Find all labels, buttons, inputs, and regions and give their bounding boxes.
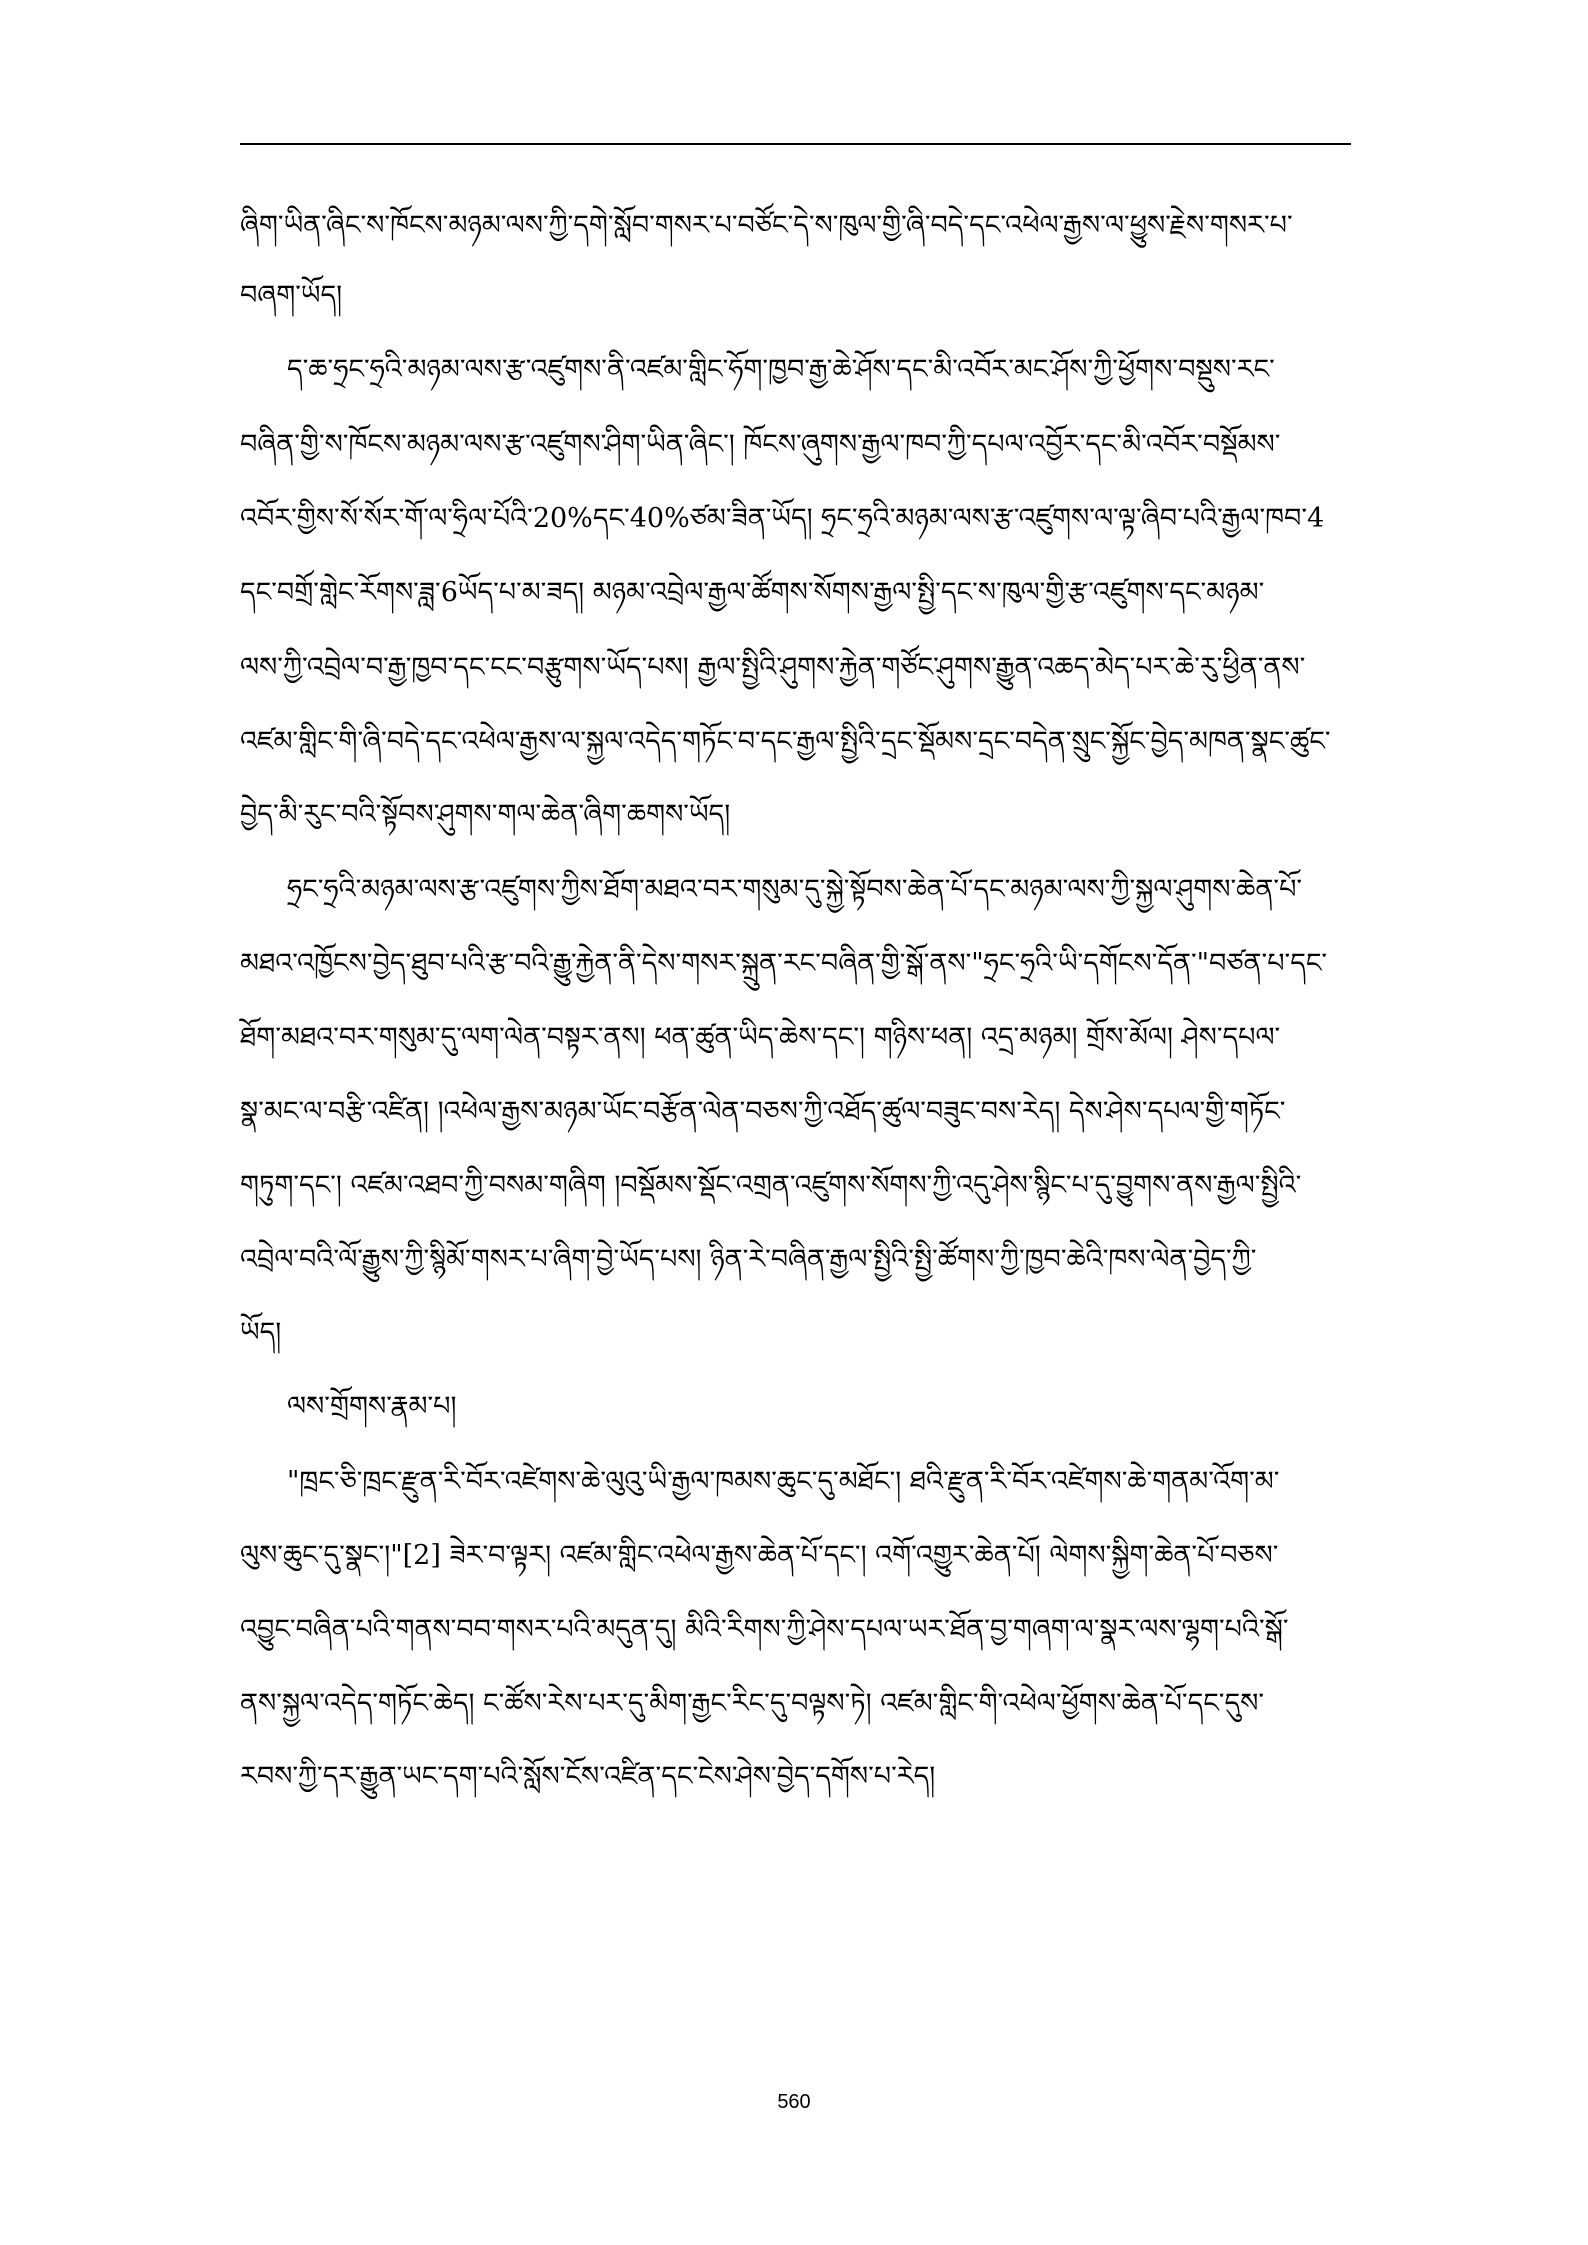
paragraph-3-line-3: ཐོག་མཐའ་བར་གསུམ་དུ་ལག་ལེན་བསྟར་ནས། ཕན་ཚུན་ཡིད་ཆེས་དང་། གཉིས་ཕན། འདྲ་མཉམ། གྲོས་མོལ། ཤེས་དཔལ་ [240,1022,1281,1053]
paragraph-3-line-7: ཡོད། [240,1317,282,1348]
paragraph-2-line-6: འཛམ་གླིང་གི་ཞི་བདེ་དང་འཕེལ་རྒྱས་ལ་སྐྱལ་འདེད་གཏོང་བ་དང་རྒྱལ་སྤྱིའི་དྲང་སྡོམས་དྲང་བདེན་སྲུང་སྐྱོང་བྱེད་མཁན་སྣང་ཚུང་ [240,726,1331,757]
paragraph-3-line-4: སྣ་མང་ལ་བརྩི་འཛིན། །འཕེལ་རྒྱས་མཉམ་ཡོང་བརྩོན་ལེན་བཅས་ཀྱི་འཐོད་ཚུལ་བཟུང་བས་རེད། དེས་ཤེས་དཔལ་གྱི་གཏོང་ [240,1096,1286,1127]
paragraph-5-line-2: ལུས་ཆུང་དུ་སྣང་།"[2] ཟེར་བ་ལྟར། འཛམ་གླིང་འཕེལ་རྒྱས་ཆེན་པོ་དང་། འགོ་འགྱུར་ཆེན་པོ། ལེགས་སྐྱིག་ཆེན་པོ་བཅས་ [240,1540,1279,1571]
paragraph-5-line-5: རབས་ཀྱི་དར་རྒྱུན་ཡང་དག་པའི་སློས་ངོས་འཛིན་དང་ངེས་ཤེས་བྱེད་དགོས་པ་རེད། [240,1761,936,1792]
paragraph-5-line-4: ནས་སྐྱལ་འདེད་གཏོང་ཆེད། ང་ཚོས་རེས་པར་དུ་མིག་རྒྱང་རིང་དུ་བལྟས་ཏེ། འཛམ་གླིང་གི་འཕེལ་ཕྱོགས་ཆེན་པོ་དང་དུས་ [240,1688,1264,1719]
header-rule [240,143,1351,145]
paragraph-1-line-2: བཞག་ཡོད། [240,280,343,311]
page-number: 560 [777,2091,811,2113]
paragraph-3-line-1: ཧྲང་ཧྲའི་མཉམ་ལས་རྩ་འཛུགས་ཀྱིས་ཐོག་མཐའ་བར་གསུམ་དུ་སྐྱེ་སྟོབས་ཆེན་པོ་དང་མཉམ་ལས་ཀྱི་སྐྱལ་ཤུགས་ཆེན་པོ་ [287,874,1303,905]
paragraph-2-line-7: བྱེད་མི་རུང་བའི་སྟོབས་ཤུགས་གལ་ཆེན་ཞིག་ཆགས་ཡོད། [240,799,731,830]
paragraph-3-line-5: གཏུག་དང་། འཛམ་འཐབ་ཀྱི་བསམ་གཞིག །བསྡོམས་སྡོང་འགྲན་འཛུགས་སོགས་ཀྱི་འདུ་ཤེས་སྙིང་པ་དུ་བྱུགས་ནས་རྒྱལ་སྤྱིའི་ [240,1170,1302,1201]
paragraph-5-line-3: འབྱུང་བཞིན་པའི་གནས་བབ་གསར་པའི་མདུན་དུ། མིའི་རིགས་ཀྱི་ཤེས་དཔལ་ཡར་ཐོན་བྱ་གཞག་ལ་སྣར་ལས་ལྷག་པའི་སྒོ་ [240,1614,1289,1645]
paragraph-1-line-1: ཞིག་ཡིན་ཞིང་ས་ཁོངས་མཉམ་ལས་ཀྱི་དགེ་སློབ་གསར་པ་བཙོང་དེ་ས་ཁུལ་གྱི་ཞི་བདེ་དང་འཕེལ་རྒྱས་ལ་ཕྱུས་རྗེས་གསར་པ་ [240,210,1293,241]
paragraph-2-line-3: འབོར་གྱིས་སོ་སོར་གོ་ལ་ཧྲིལ་པོའི་20%དང་40%ཙམ་ཟིན་ཡོད། ཧྲང་ཧྲའི་མཉམ་ལས་རྩ་འཛུགས་ལ་ལྟ་ཞིབ་པའི་རྒྱལ་ཁབ་4 [240,503,1325,534]
paragraph-2-line-4: དང་བགྲོ་གླེང་རོགས་ཟླ་6ཡོད་པ་མ་ཟད། མཉམ་འབྲེལ་རྒྱལ་ཚོགས་སོགས་རྒྱལ་སྤྱི་དང་ས་ཁུལ་གྱི་རྩ་འཛུགས་དང་མཉམ་ [240,577,1265,608]
salutation-line: ལས་གྲོགས་རྣམ་པ། [287,1391,457,1422]
paragraph-5-line-1: "ཁྲང་ཅི་ཁྲང་རྫུན་རི་བོར་འཛེགས་ཆེ་ལུའུ་ཡི་རྒྱལ་ཁམས་ཆུང་དུ་མཐོང་། ཐའི་རྫུན་རི་བོར་འཛེགས་ཆེ་གནམ་འོག་མ་ [287,1466,1280,1497]
paragraph-2-line-5: ལས་ཀྱི་འབྲེལ་བ་རྒྱ་ཁྱབ་དང་ངང་བརྩུགས་ཡོད་པས། རྒྱལ་སྤྱིའི་ཤུགས་རྐྱེན་གཙོང་ཤུགས་རྒྱུན་འཆད་མེད་པར་ཆེ་རུ་ཕྱིན་ནས་ [240,652,1306,683]
paragraph-2-line-1: ད་ཆ་ཧྲང་ཧྲའི་མཉམ་ལས་རྩ་འཛུགས་ནི་འཛམ་གླིང་ཧོག་ཁྱབ་རྒྱ་ཆེ་ཤོས་དང་མི་འབོར་མང་ཤོས་ཀྱི་ཕྱོགས་བསྡུས་རང་ [287,354,1275,385]
paragraph-3-line-6: འབྲེལ་བའི་ལོ་རྒྱུས་ཀྱི་སྙིམོ་གསར་པ་ཞིག་བྱེ་ཡོད་པས། ཉིན་རེ་བཞིན་རྒྱལ་སྤྱིའི་སྤྱི་ཚོགས་ཀྱི་ཁྱབ་ཆེའི་ཁས་ལེན་བྱེད་ཀྱི་ [240,1244,1257,1275]
paragraph-2-line-2: བཞིན་གྱི་ས་ཁོངས་མཉམ་ལས་རྩ་འཛུགས་ཤིག་ཡིན་ཞིང་། ཁོངས་ཞུགས་རྒྱལ་ཁབ་ཀྱི་དཔལ་འབྱོར་དང་མི་འབོར་བསྡོམས་ [240,429,1281,460]
paragraph-3-line-2: མཐའ་འཁྱོངས་བྱེད་ཐུབ་པའི་རྩ་བའི་རྒྱུ་རྐྱེན་ནི་དེས་གསར་སྐྲུན་རང་བཞིན་གྱི་སྒོ་ནས་"ཧྲང་ཧྲའི་ཡི་དགོངས་དོན་"བཙན་པ་དང་ [240,948,1328,979]
